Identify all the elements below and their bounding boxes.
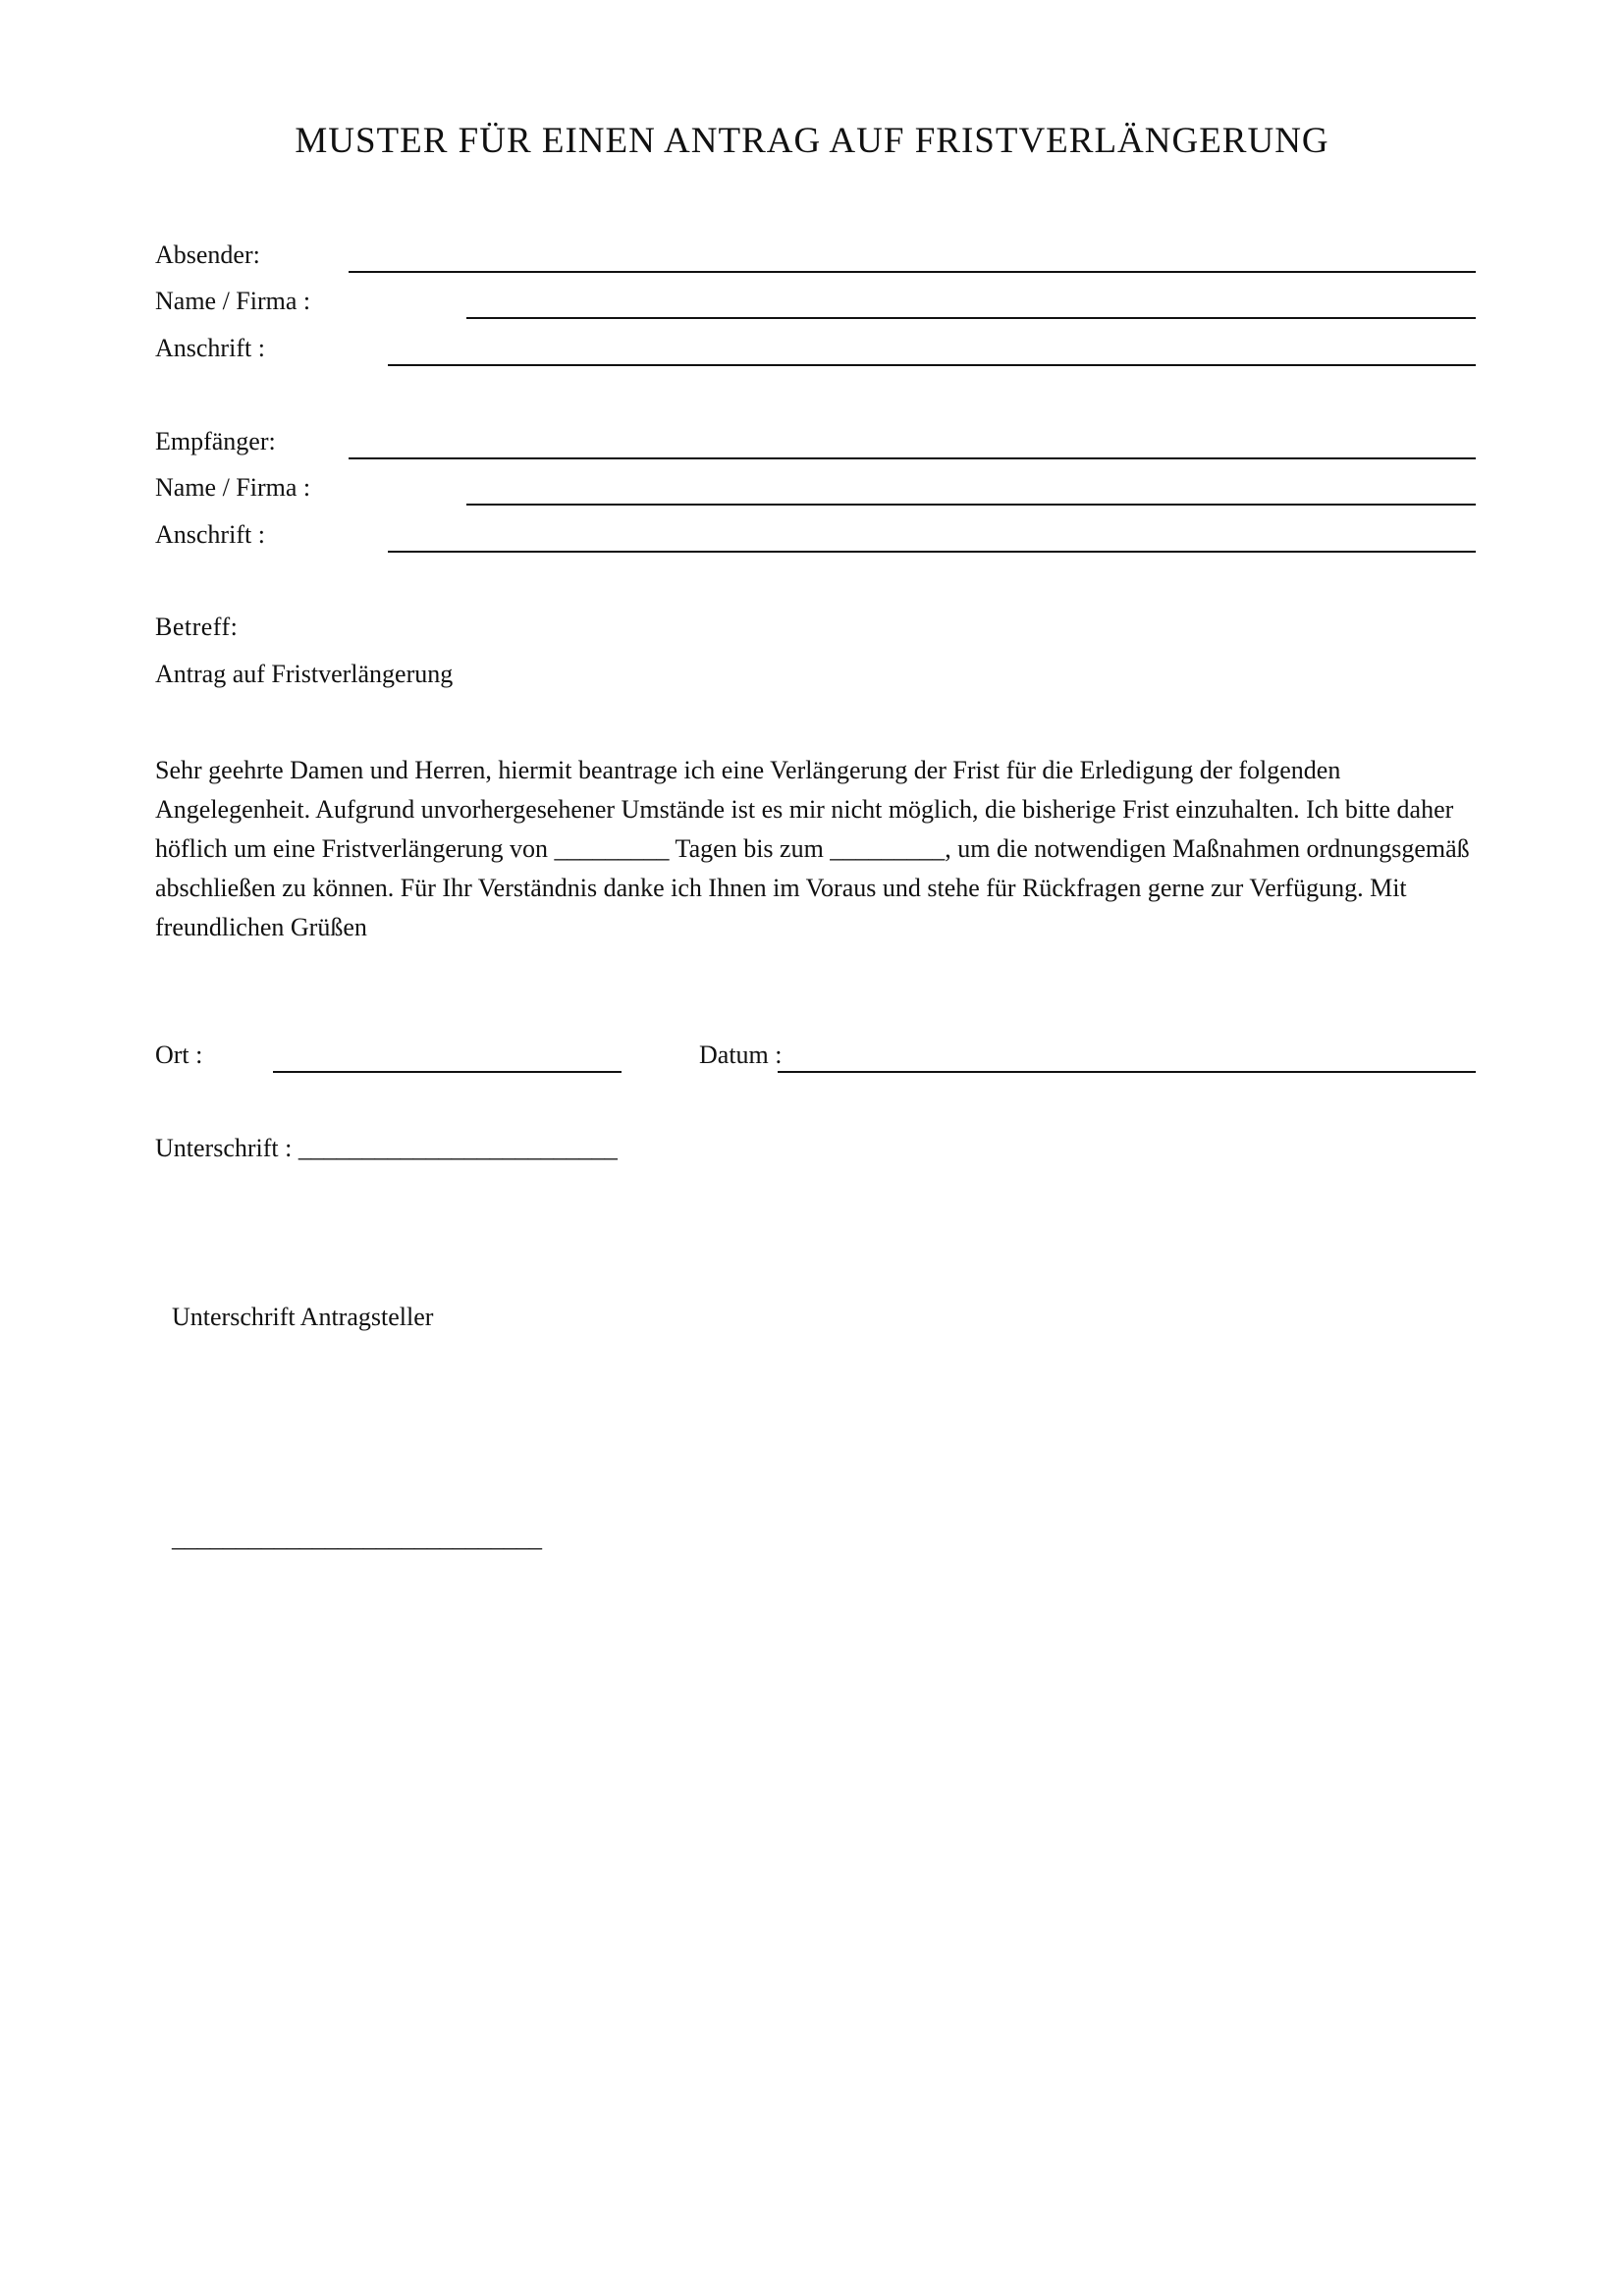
subject-heading: Betreff: xyxy=(155,613,239,641)
recipient-name-field-line[interactable] xyxy=(466,504,1476,506)
subject-text: Antrag auf Fristverlängerung xyxy=(155,660,454,688)
sender-address-field-line[interactable] xyxy=(388,364,1476,366)
applicant-signature-blank[interactable]: _____________________________ xyxy=(172,1523,542,1552)
recipient-address-field-line[interactable] xyxy=(388,551,1476,553)
sender-heading: Absender: xyxy=(155,240,260,269)
recipient-field-line[interactable] xyxy=(349,457,1476,459)
place-field-line[interactable] xyxy=(273,1071,622,1073)
sender-name-label: Name / Firma : xyxy=(155,287,311,315)
letter-body: Sehr geehrte Damen und Herren, hiermit beantrage ich eine Verlängerung der Frist für die Erledigung der folgenden Angelegenheit. Aufgrund unvorhergesehener Umstände ist es mir nicht möglich, die bisherige Frist einzuhalten. Ich bitte daher höflich um eine Fristverlängerung von _________ Tagen bis zum _________, um die notwendigen Maßnahmen ordnungsgemäß abschließen zu können. Für Ihr Verständnis danke ich Ihnen im Voraus und stehe für Rückfragen gerne zur Verfügung. Mit freundlichen Grüßen xyxy=(155,756,1470,941)
document-title: MUSTER FÜR EINEN ANTRAG AUF FRISTVERLÄNGERUNG xyxy=(295,121,1329,161)
sender-address-label: Anschrift : xyxy=(155,334,265,362)
date-field-line[interactable] xyxy=(778,1071,1476,1073)
place-label: Ort : xyxy=(155,1041,203,1069)
recipient-address-label: Anschrift : xyxy=(155,520,265,549)
sender-field-line[interactable] xyxy=(349,271,1476,273)
recipient-name-label: Name / Firma : xyxy=(155,473,311,502)
sender-name-field-line[interactable] xyxy=(466,317,1476,319)
applicant-signature-label: Unterschrift Antragsteller xyxy=(172,1303,434,1331)
signature-label[interactable]: Unterschrift : _________________________ xyxy=(155,1134,618,1162)
recipient-heading: Empfänger: xyxy=(155,427,276,455)
date-label: Datum : xyxy=(699,1041,783,1069)
